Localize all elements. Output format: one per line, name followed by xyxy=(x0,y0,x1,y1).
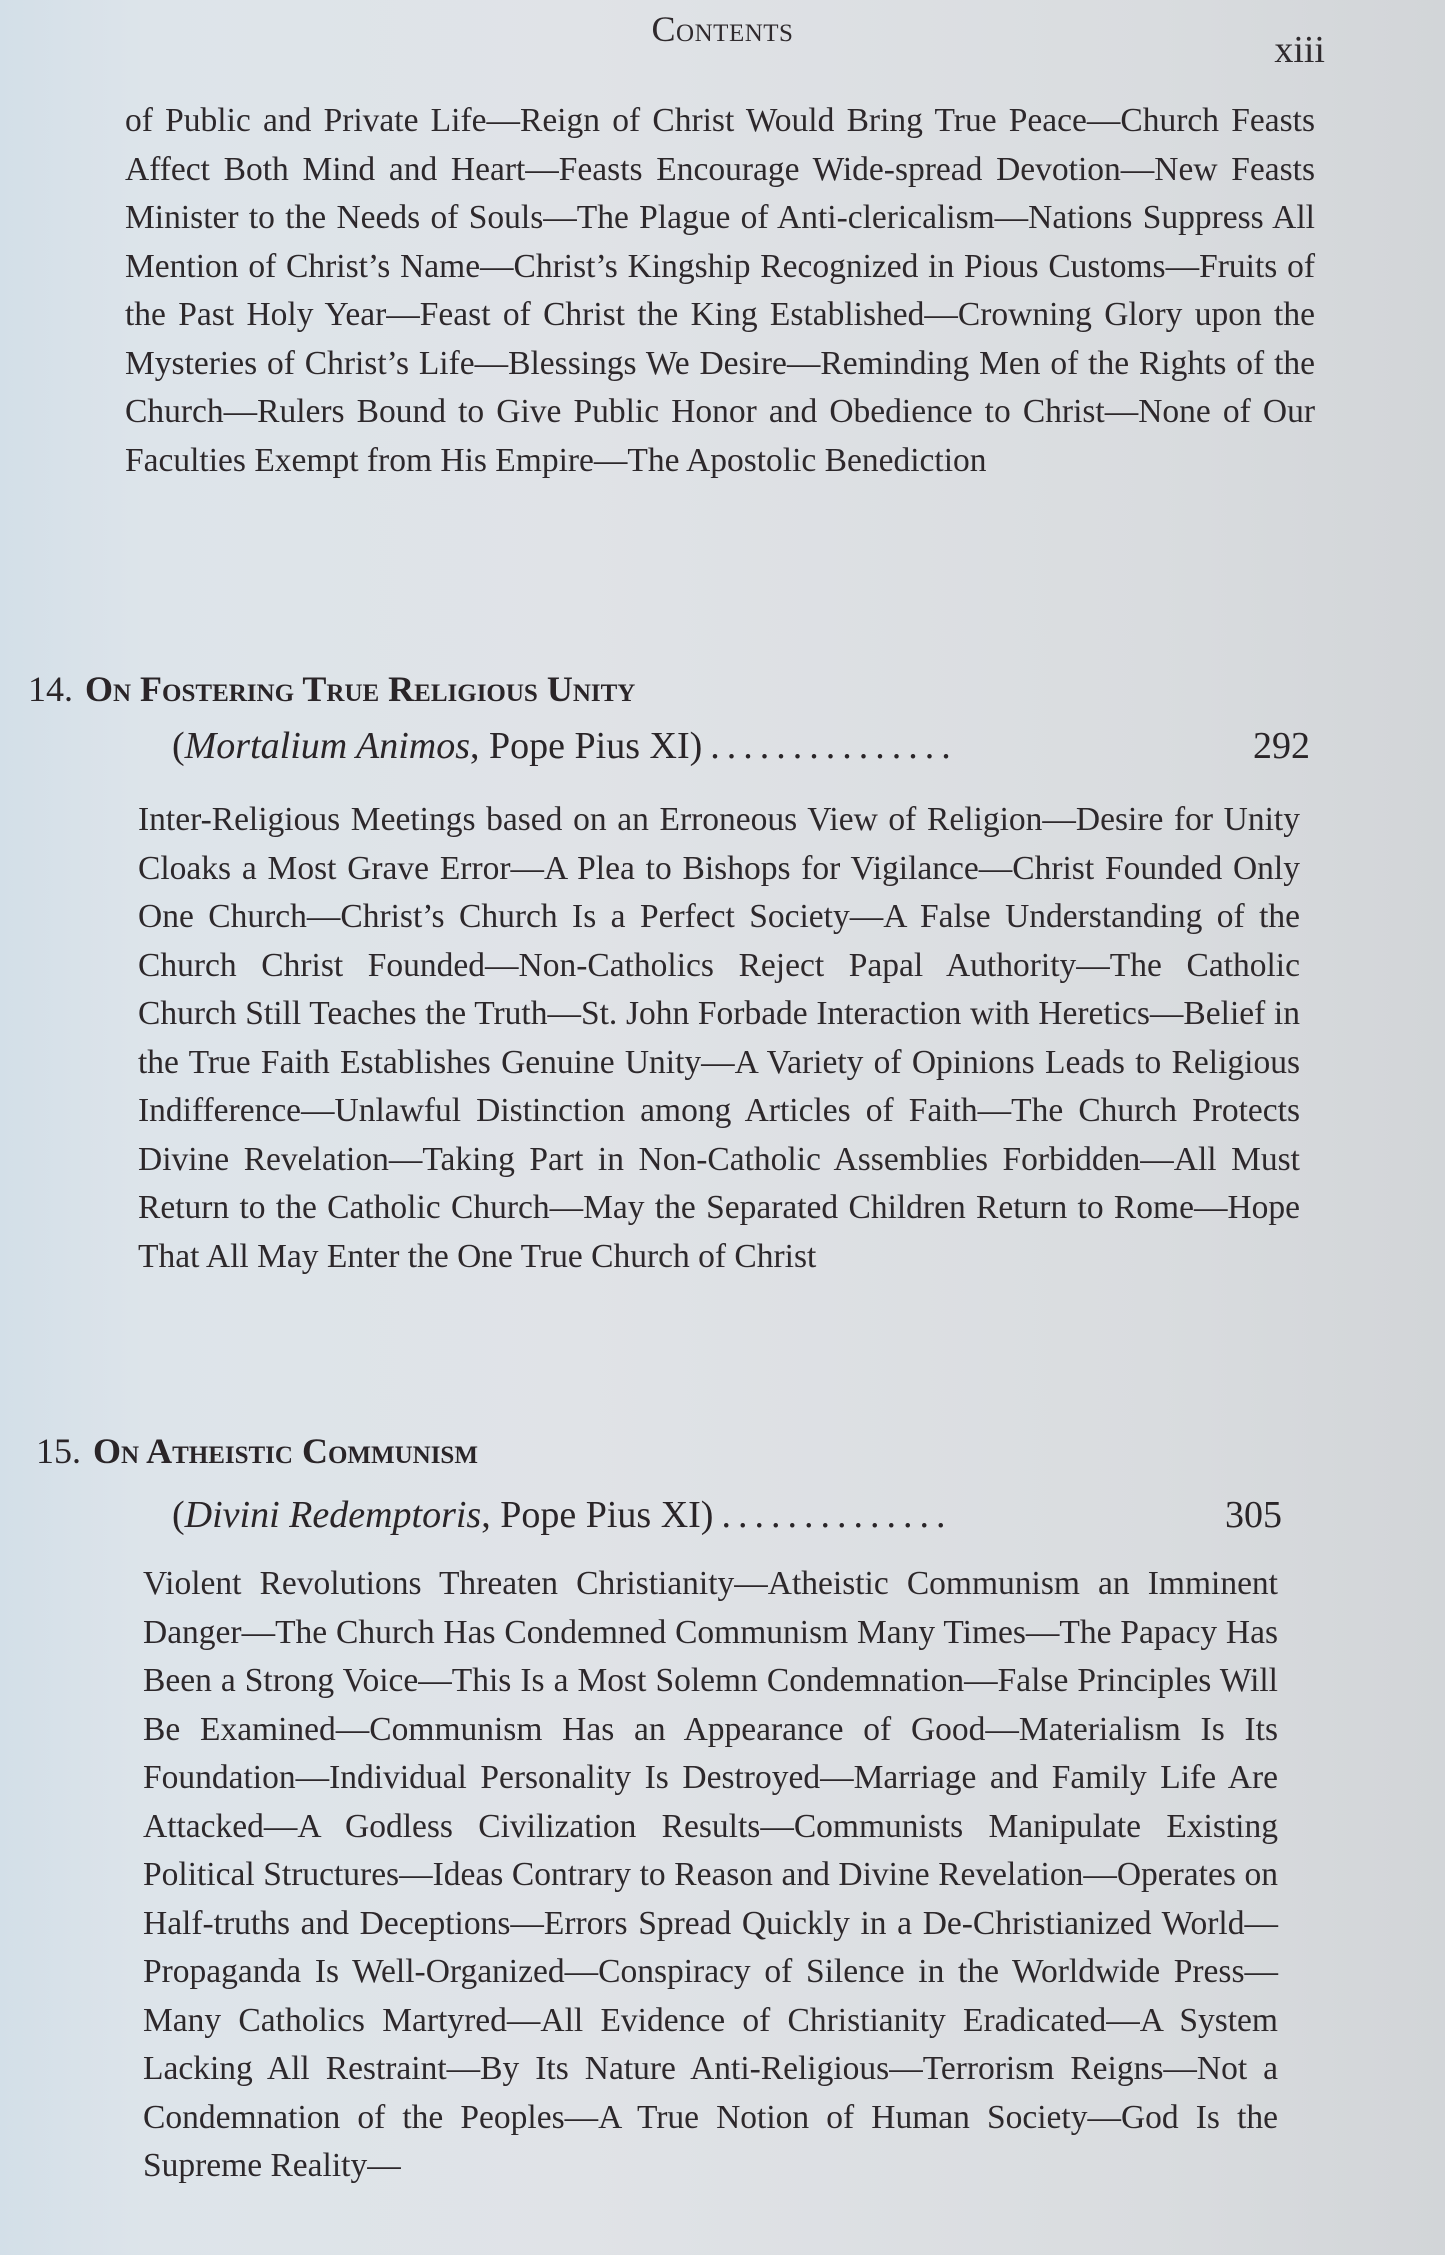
entry-title-text: On Atheistic Communism xyxy=(93,1431,478,1471)
toc-entry-15-title[interactable] xyxy=(36,1430,478,1472)
toc-entry-14-title[interactable] xyxy=(28,668,635,710)
entry-title-text: On Fostering True Religious Unity xyxy=(85,669,636,709)
running-head: Contents xyxy=(651,9,794,49)
page-number-folio: xiii xyxy=(1274,29,1325,71)
encyclical-latin-title: Divini Redemptoris xyxy=(184,1494,482,1536)
dot-leader: ............... xyxy=(710,725,958,767)
encyclical-author: , Pope Pius XI) xyxy=(470,725,703,767)
toc-entry-15-summary: Violent Revolutions Threaten Christianity—Atheistic Communism an Imminent Danger—The Church Has Condemned Communism Many Times—The Papacy Has Been a Strong Voice—This Is a Most Solemn Condemnation—False Principles Will Be Examined—Communism Has an Appearance of Good—Materialism Is Its Foundation—Individual Personality Is Destroyed—Marriage and Family Life Are Attacked—A Godless Civilization Results—Communists Manipulate Existing Political Structures—Ideas Contrary to Reason and Divine Revelation—Operates on Half-truths and Deceptions—Errors Spread Quickly in a De-Christianized World—Propaganda Is Well-Organized—Conspiracy of Silence in the Worldwide Press—Many Catholics Martyred—All Evidence of Christianity Eradicated—A System Lacking All Restraint—By Its Nature Anti-Religious—Terrorism Reigns—Not a Condemnation of the Peoples—A True Notion of Human Society—God Is the Supreme Reality— xyxy=(143,1565,1278,2184)
encyclical-latin-title: Mortalium Animos xyxy=(184,725,471,767)
open-paren: ( xyxy=(172,1494,185,1536)
toc-entry-14-summary: Inter-Religious Meetings based on an Erroneous View of Religion—Desire for Unity Cloaks a Most Grave Error—A Plea to Bishops for Vigilance—Christ Founded Only One Church—Christ’s Church Is a Perfect Society—A False Understanding of the Church Christ Founded—Non-Catholics Reject Papal Authority—The Catholic Church Still Teaches the Truth—St. John Forbade Interaction with Heretics—Belief in the True Faith Establishes Genuine Unity—A Variety of Opinions Leads to Religious Indifference—Unlawful Distinction among Articles of Faith—The Church Protects Divine Revelation—Taking Part in Non-Catholic Assemblies Forbidden—All Must Return to the Catholic Church—May the Separated Children Return to Rome—Hope That All May Enter the One True Church of Christ xyxy=(138,801,1300,1275)
continued-entry-summary: of Public and Private Life—Reign of Christ Would Bring True Peace—Church Feasts Affect Both Mind and Heart—Feasts Encourage Wide-spread Devotion—New Feasts Minister to the Needs of Souls—The Plague of Anti-clericalism—Nations Suppress All Mention of Christ’s Name—Christ’s Kingship Recognized in Pious Customs—Fruits of the Past Holy Year—Feast of Christ the King Established—Crowning Glory upon the Mysteries of Christ’s Life—Blessings We Desire—Reminding Men of the Rights of the Church—Rulers Bound to Give Public Honor and Obedience to Christ—None of Our Faculties Exempt from His Empire—The Apostolic Benediction xyxy=(125,102,1315,479)
entry-number: 15. xyxy=(36,1431,81,1471)
dot-leader: .............. xyxy=(721,1494,953,1536)
entry-number: 14. xyxy=(28,669,73,709)
entry-page-number[interactable]: 292 xyxy=(1253,725,1310,767)
open-paren: ( xyxy=(172,725,185,767)
toc-entry-14-source[interactable] xyxy=(172,724,1310,768)
entry-page-number[interactable]: 305 xyxy=(1225,1494,1282,1536)
toc-entry-15-source[interactable] xyxy=(172,1493,1282,1537)
encyclical-author: , Pope Pius XI) xyxy=(481,1494,714,1536)
